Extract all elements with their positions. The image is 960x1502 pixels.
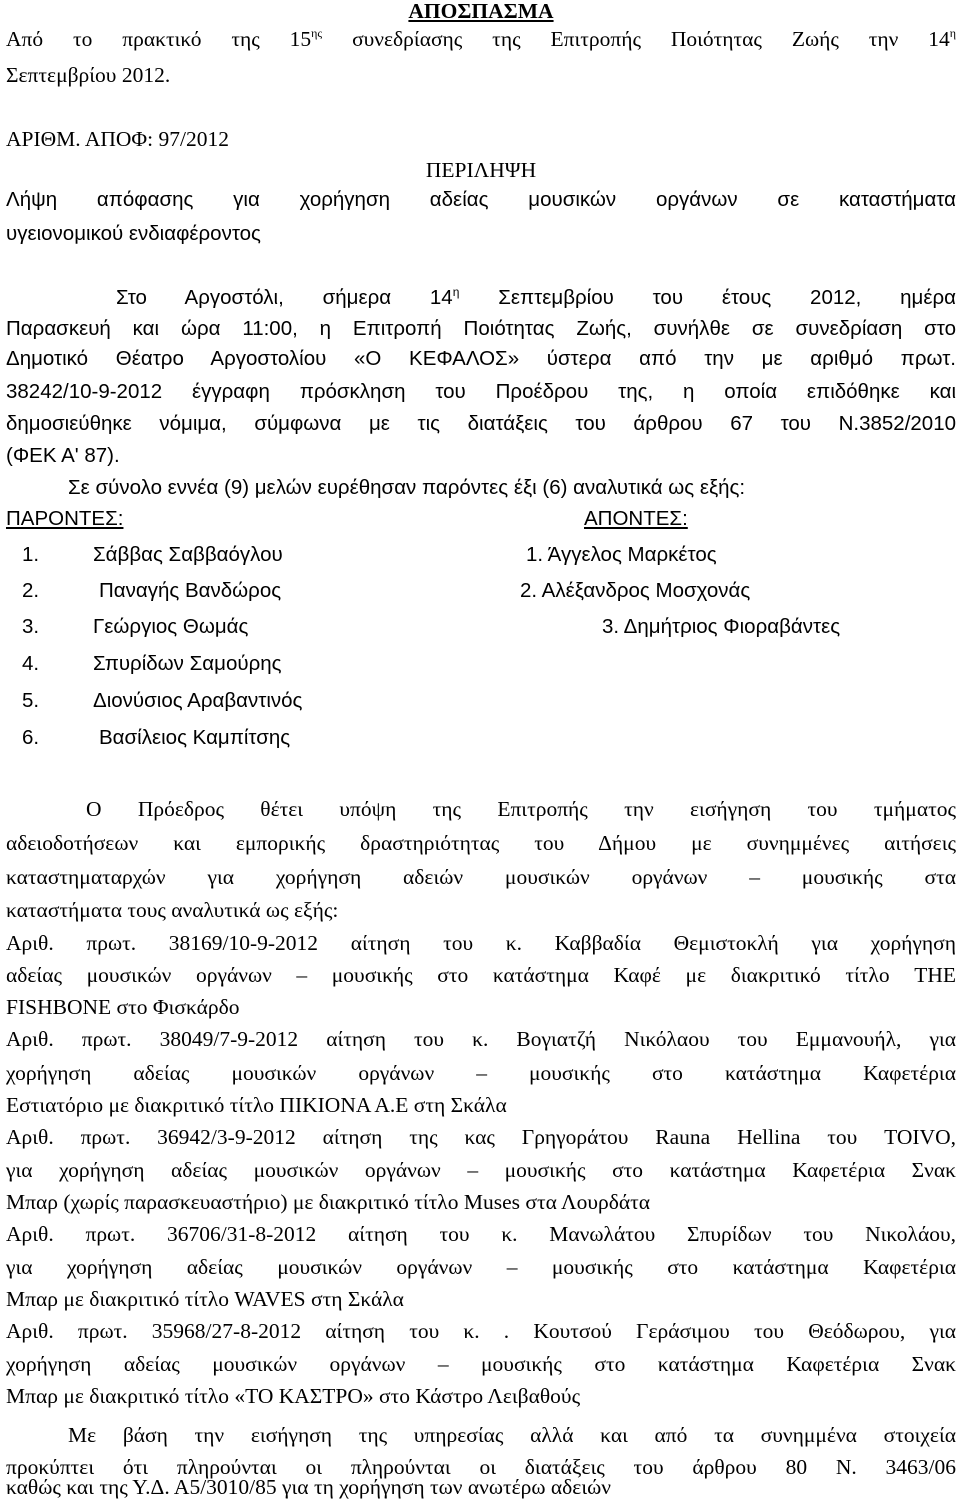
meeting-superscript: η: [452, 285, 460, 299]
body-line: Ο Πρόεδρος θέτει υπόψη της Επιτροπής την εισήγηση του τμήματος: [86, 797, 956, 821]
application-line: Μπαρ (χωρίς παρασκευαστήριο) με διακριτικό τίτλο Muses στα Λουρδάτα: [6, 1190, 651, 1214]
intro-superscript-1: ης: [311, 26, 323, 40]
present-name: Βασίλειος Καμπίτσης: [99, 726, 291, 749]
present-list-item: [22, 540, 960, 570]
present-number: 2.: [22, 579, 40, 602]
present-list-item: [22, 723, 960, 753]
present-number: 3.: [22, 615, 40, 638]
body-line: καταστήματα τους αναλυτικά ως εξής:: [6, 898, 339, 922]
application-line: για χορήγηση αδείας μουσικών οργάνων – μουσικής στο κατάστημα Καφετέρια Σνακ: [6, 1158, 956, 1182]
application-line: για χορήγηση αδείας μουσικών οργάνων – μουσικής στο κατάστημα Καφετέρια: [6, 1255, 956, 1279]
body-line: αδειοδοτήσεων και εμπορικής δραστηριότητας του Δήμου με συνημμένες αιτήσεις: [6, 831, 956, 855]
application-line: FISHBONE στο Φισκάρδο: [6, 995, 240, 1019]
present-name: Γεώργιος Θωμάς: [93, 615, 249, 638]
intro-line-2: Σεπτεμβρίου 2012.: [6, 63, 171, 87]
present-name: Διονύσιος Αραβαντινός: [93, 689, 303, 712]
present-number: 5.: [22, 689, 40, 712]
present-list-item: [22, 576, 960, 606]
present-number: 1.: [22, 543, 40, 566]
absent-list-item: 1. Άγγελος Μαρκέτος: [526, 543, 717, 566]
application-line: Αριθ. πρωτ. 36942/3-9-2012 αίτηση της κας Γρηγοράτου Rauna Hellina του TOIVO,: [6, 1125, 956, 1149]
present-name: Σάββας Σαββαόγλου: [93, 543, 283, 566]
application-line: Μπαρ με διακριτικό τίτλο «ΤΟ ΚΑΣΤΡΟ» στο Κάστρο Λειβαθούς: [6, 1384, 581, 1408]
absent-list-item: 3. Δημήτριος Φιοραβάντες: [602, 615, 841, 638]
meeting-line-1: [116, 283, 956, 313]
intro-text-a: Από το πρακτικό της 15: [6, 27, 312, 51]
present-name: Παναγής Βανδώρος: [99, 579, 282, 602]
intro-line-1: [6, 24, 956, 54]
document-heading: ΑΠΟΣΠΑΣΜΑ: [408, 0, 554, 23]
intro-text-b: συνεδρίασης της Επιτροπής Ποιότητας Ζωής την 14: [322, 27, 950, 51]
present-number: 4.: [22, 652, 40, 675]
application-line: Εστιατόριο με διακριτικό τίτλο ΠΙΚΙΟΝΑ Α.Ε στη Σκάλα: [6, 1093, 507, 1117]
application-line: Αριθ. πρωτ. 38049/7-9-2012 αίτηση του κ. Βογιατζή Νικόλαου του Εμμανουήλ, για: [6, 1027, 956, 1051]
application-line: Αριθ. πρωτ. 35968/27-8-2012 αίτηση του κ. . Κουτσού Γεράσιμου του Θεόδωρου, για: [6, 1319, 956, 1343]
absent-header: ΑΠΟΝΤΕΣ:: [584, 507, 688, 530]
present-list-item: [22, 649, 960, 679]
body-line: Με βάση την εισήγηση της υπηρεσίας αλλά και από τα συνημμένα στοιχεία: [68, 1423, 956, 1447]
meeting-line-4: 38242/10-9-2012 έγγραφη πρόσκληση του Προέδρου της, η οποία επιδόθηκε και: [6, 380, 956, 403]
summary-title: ΠΕΡΙΛΗΨΗ: [425, 158, 537, 182]
body-line: προκύπτει ότι πληρούνται οι πληρούνται οι διατάξεις του άρθρου 80 Ν. 3463/06: [6, 1455, 956, 1479]
present-list-item: [22, 686, 960, 716]
present-header: ΠΑΡΟΝΤΕΣ:: [6, 507, 124, 530]
intro-superscript-2: η: [949, 26, 957, 40]
meeting-line-3: Δημοτικό Θέατρο Αργοστολίου «Ο ΚΕΦΑΛΟΣ» ύστερα από την με αριθμό πρωτ.: [6, 347, 956, 370]
decision-number: ΑΡΙΘΜ. ΑΠΟΦ: 97/2012: [6, 127, 229, 151]
absent-list-item: 2. Αλέξανδρος Μοσχονάς: [520, 579, 751, 602]
application-line: χορήγηση αδείας μουσικών οργάνων – μουσικής στο κατάστημα Καφετέρια: [6, 1061, 956, 1085]
meeting-line-6: (ΦΕΚ Α' 87).: [6, 444, 120, 467]
application-line: χορήγηση αδείας μουσικών οργάνων – μουσικής στο κατάστημα Καφετέρια Σνακ: [6, 1352, 956, 1376]
body-line: καθώς και της Υ.Δ. Α5/3010/85 για τη χορήγηση των ανωτέρω αδειών: [6, 1475, 611, 1499]
present-name: Σπυρίδων Σαμούρης: [93, 652, 282, 675]
application-line: αδείας μουσικών οργάνων – μουσικής στο κατάστημα Καφέ με διακριτικό τίτλο THE: [6, 963, 956, 987]
meeting-line-5: δημοσιεύθηκε νόμιμα, σύμφωνα με τις διατάξεις του άρθρου 67 του Ν.3852/2010: [6, 412, 956, 435]
summary-line-2: υγειονομικού ενδιαφέροντος: [6, 222, 261, 245]
application-line: Μπαρ με διακριτικό τίτλο WAVES στη Σκάλα: [6, 1287, 404, 1311]
application-line: Αριθ. πρωτ. 36706/31-8-2012 αίτηση του κ. Μανωλάτου Σπυρίδων του Νικολάου,: [6, 1222, 956, 1246]
meeting-line-7: Σε σύνολο εννέα (9) μελών ευρέθησαν παρόντες έξι (6) αναλυτικά ως εξής:: [68, 476, 746, 499]
meeting-line-2: Παρασκευή και ώρα 11:00, η Επιτροπή Ποιότητας Ζωής, συνήλθε σε συνεδρίαση στο: [6, 317, 956, 340]
present-number: 6.: [22, 726, 40, 749]
meeting-text-a: Στο Αργοστόλι, σήμερα 14: [116, 286, 453, 309]
meeting-text-b: Σεπτεμβρίου του έτους 2012, ημέρα: [459, 286, 957, 309]
body-line: καταστηματαρχών για χορήγηση αδειών μουσικών οργάνων – μουσικής στα: [6, 865, 956, 889]
application-line: Αριθ. πρωτ. 38169/10-9-2012 αίτηση του κ. Καββαδία Θεμιστοκλή για χορήγηση: [6, 931, 956, 955]
summary-line-1: Λήψη απόφασης για χορήγηση αδείας μουσικών οργάνων σε καταστήματα: [6, 188, 956, 211]
